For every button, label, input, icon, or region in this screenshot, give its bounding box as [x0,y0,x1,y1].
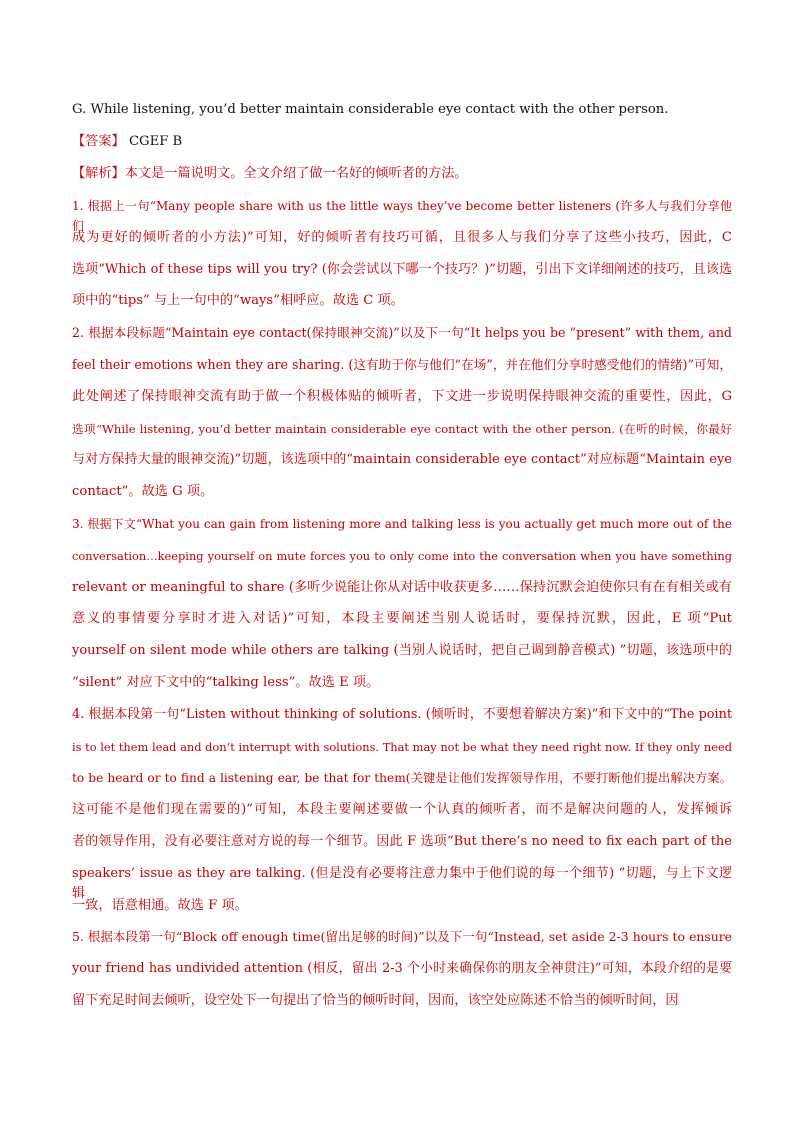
explanation-line: 选项“While listening, you’d better maintain considerable eye contact with the other person. (在听的时候，你最好 [72,421,732,436]
explanation-line: your friend has undivided attention (相反，留出 2-3 个小时来确保你的朋友全神贯注)”可知，本段介绍的是要 [72,961,732,977]
explanation-line: conversation…keeping yourself on mute forces you to only come into the conversation when you have something [72,548,732,563]
explanation-line: feel their emotions when they are sharing. (这有助于你与他们“在场”，并在他们分享时感受他们的情绪)”可知， [72,357,732,372]
analysis-label: 【解析】 [72,166,125,181]
explanation-line: 一致，语意相通。故选 F 项。 [72,897,248,913]
explanation-line: 此处阐述了保持眼神交流有助于做一个积极体贴的倾听者，下文进一步说明保持眼神交流的重要性，因此，G [72,388,732,404]
explanation-line: 4. 根据本段第一句“Listen without thinking of solutions. (倾听时，不要想着解决方案)”和下文中的“The point [72,706,732,722]
explanation-line: contact”。故选 G 项。 [72,484,214,500]
answer-value: CGEF B [128,134,183,149]
explanation-line: relevant or meaningful to share (多听少说能让你从对话中收获更多……保持沉默会迫使你只有在有相关或有 [72,579,732,595]
explanation-line: to be heard or to find a listening ear, be that for them(关键是让他们发挥领导作用，不要打断他们提出解决方案。 [72,771,732,786]
explanation-line: 意义的事情要分享时才进入对话)”可知，本段主要阐述当别人说话时，要保持沉默，因此，E 项“Put [72,611,732,627]
explanation-line: yourself on silent mode while others are talking (当别人说话时，把自己调到静音模式) ”切题，该选项中的 [72,643,732,659]
answer-label: 【答案】 [72,134,125,149]
explanation-line: is to let them lead and don’t interrupt with solutions. That may not be what they need right now. If they only need [72,739,732,754]
explanation-line: 3. 根据下文“What you can gain from listening more and talking less is you actually get much more out of the [72,517,732,531]
explanation-line: 者的领导作用，没有必要注意对方说的每一个细节。因此 F 选项“But there’s no need to fix each part of the [72,834,732,849]
explanation-line: 这可能不是他们现在需要的)”可知，本段主要阐述要做一个认真的倾听者，而不是解决问题的人，发挥倾诉 [72,802,732,818]
explanation-line: “silent” 对应下文中的“talking less”。故选 E 项。 [72,675,380,690]
explanation-line: 1. 根据上一句“Many people share with us the little ways they’ve become better listeners (许多人与我们分享他们 [72,199,732,233]
analysis-intro: 本文是一篇说明文。全文介绍了做一名好的倾听者的方法。 [124,166,468,181]
option-g-line: G. While listening, you’d better maintain considerable eye contact with the other person. [72,102,669,117]
analysis-line [72,164,732,184]
explanation-line: 2. 根据本段标题“Maintain eye contact(保持眼神交流)”以及下一句“It helps you be “present” with them, and [72,325,732,341]
explanation-line: 留下充足时间去倾听，设空处下一句提出了恰当的倾听时间，因而，该空处应陈述不恰当的倾听时间，因 [72,993,679,1008]
explanation-line: 成为更好的倾听者的小方法)”可知，好的倾听者有技巧可循，且很多人与我们分享了这些小技巧，因此，C [72,229,732,245]
explanation-line: 与对方保持大量的眼神交流)”切题，该选项中的“maintain considerable eye contact”对应标题“Maintain eye [72,452,732,468]
explanation-line: 项中的“tips” 与上一句中的“ways”相呼应。故选 C 项。 [72,293,404,309]
explanation-line: speakers’ issue as they are talking. (但是没有必要将注意力集中于他们说的每一个细节) ”切题，与上下文逻辑 [72,865,732,901]
explanation-line: 5. 根据本段第一句“Block off enough time(留出足够的时间)”以及下一句“Instead, set aside 2-3 hours to ensure [72,929,732,945]
answer-line [72,132,732,152]
explanation-line: 选项“Which of these tips will you try? (你会尝试以下哪一个技巧？)”切题，引出下文详细阐述的技巧，且该选 [72,261,732,277]
